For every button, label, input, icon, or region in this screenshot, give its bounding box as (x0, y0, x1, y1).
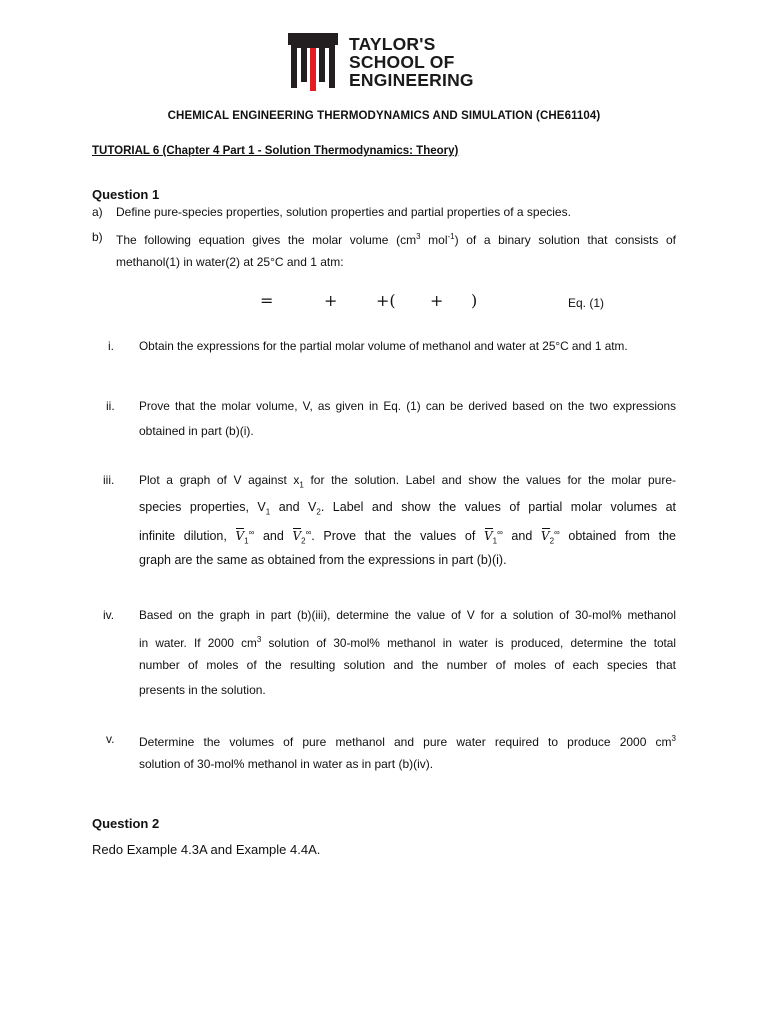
question-2-text: Redo Example 4.3A and Example 4.4A. (92, 842, 321, 857)
part-iii-line-3 (139, 525, 676, 550)
part-iii-l3-end: obtained from the (559, 529, 676, 544)
equation-plus-2: + (430, 291, 444, 310)
part-iv-l2-end: solution of 30-mol% methanol in water is produced, determine the total (261, 635, 676, 650)
part-iv-line-3: number of moles of the resulting solution and the number of moles of each species that (139, 658, 676, 672)
v2-bar-symbol-2: V (540, 529, 550, 544)
equation-plus-paren: +( (376, 291, 396, 310)
v1-inf-subscript: 1 (244, 536, 249, 546)
equation-label: Eq. (1) (568, 296, 605, 310)
part-iii-l3-start: infinite dilution, (139, 529, 236, 544)
part-iii-and-2: and (502, 529, 541, 544)
part-iii-l2-end: . Label and show the values of partial molar volumes at (320, 500, 677, 514)
equation-close-paren: ) (471, 291, 478, 310)
v1-bar-symbol: V (235, 529, 245, 544)
part-b-text-mol: mol (420, 233, 448, 247)
v1-subscript: 1 (265, 507, 271, 517)
taylors-logo-mark-icon (288, 33, 338, 91)
part-a-text: Define pure-species properties, solution properties and partial properties of a species. (116, 205, 571, 219)
v2-inf-superscript: ∞ (305, 528, 312, 537)
question-2-heading: Question 2 (92, 816, 160, 831)
part-iv-label: iv. (103, 608, 115, 622)
part-iii-l1-end: for the solution. Label and show the values for the molar pure- (303, 473, 676, 487)
v2-inf-subscript: 2 (301, 536, 306, 546)
v1-inf-superscript-2: ∞ (497, 528, 503, 537)
part-iii-and-1: and (254, 529, 293, 544)
logo-line-2: SCHOOL OF (349, 52, 455, 72)
part-iii-line-4: graph are the same as obtained from the expressions in part (b)(i). (139, 553, 507, 567)
part-iii-l2-start: species properties, V (139, 500, 266, 514)
part-iv-cm-exponent: 3 (256, 635, 262, 644)
part-iv-line-1: Based on the graph in part (b)(iii), determine the value of V for a solution of 30-mol% methanol (139, 608, 676, 622)
part-b-text-end: ) of a binary solution that consists of (454, 233, 676, 247)
course-title: CHEMICAL ENGINEERING THERMODYNAMICS AND SIMULATION (CHE61104) (167, 110, 601, 122)
part-b-label: b) (92, 230, 103, 244)
part-i-text: Obtain the expressions for the partial molar volume of methanol and water at 25°C and 1 atm. (139, 339, 628, 353)
part-iv-line-4: presents in the solution. (139, 683, 266, 697)
part-ii-line-2: obtained in part (b)(i). (139, 424, 254, 438)
part-b-text-start: The following equation gives the molar volume (cm (116, 233, 417, 247)
part-v-line-2: solution of 30-mol% methanol in water as in part (b)(iv). (139, 757, 434, 771)
part-iv-line-2 (139, 632, 676, 651)
v2-bar-symbol: V (292, 529, 302, 544)
cm-exponent: 3 (416, 232, 421, 241)
part-iii-l1-start: Plot a graph of V against x (139, 473, 300, 487)
part-b-line-2: methanol(1) in water(2) at 25°C and 1 atm: (116, 255, 344, 269)
logo-line-3: ENGINEERING (349, 70, 474, 90)
equation-plus-1: + (324, 291, 338, 310)
part-v-line-1 (139, 731, 676, 750)
v1-bar-symbol-2: V (483, 529, 493, 544)
part-iii-line-1 (139, 472, 676, 493)
part-iii-l2-mid: and V (270, 500, 317, 514)
school-logo (288, 33, 488, 93)
logo-line-1: TAYLOR'S (349, 34, 436, 54)
question-1-heading: Question 1 (92, 187, 160, 202)
x-subscript: 1 (299, 480, 304, 490)
mol-exponent: -1 (447, 232, 455, 241)
equation-1 (260, 291, 500, 313)
v1-inf-subscript-2: 1 (492, 536, 498, 546)
part-v-l1-start: Determine the volumes of pure methanol and pure water required to produce 2000 cm (139, 735, 672, 749)
part-iii-label: iii. (103, 473, 115, 487)
part-a-label: a) (92, 205, 103, 219)
logo-wordmark (349, 35, 474, 89)
part-iv-l2-start: in water. If 2000 cm (139, 635, 257, 650)
part-ii-label: ii. (106, 399, 115, 413)
v2-inf-subscript-2: 2 (549, 536, 555, 546)
v1-inf-superscript: ∞ (248, 528, 255, 537)
part-v-cm-exponent: 3 (671, 734, 676, 743)
part-b-line-1 (116, 229, 676, 248)
equation-equals: = (260, 291, 274, 310)
tutorial-title: TUTORIAL 6 (Chapter 4 Part 1 - Solution Thermodynamics: Theory) (92, 145, 459, 157)
part-i-label: i. (108, 339, 114, 353)
part-ii-line-1: Prove that the molar volume, V, as given in Eq. (1) can be derived based on the two expressions (139, 399, 676, 413)
part-v-label: v. (106, 732, 115, 746)
part-iii-l3-mid: . Prove that the values of (311, 529, 484, 544)
part-iii-line-2 (139, 499, 676, 521)
v2-inf-superscript-2: ∞ (554, 528, 560, 537)
v2-subscript: 2 (316, 507, 321, 517)
